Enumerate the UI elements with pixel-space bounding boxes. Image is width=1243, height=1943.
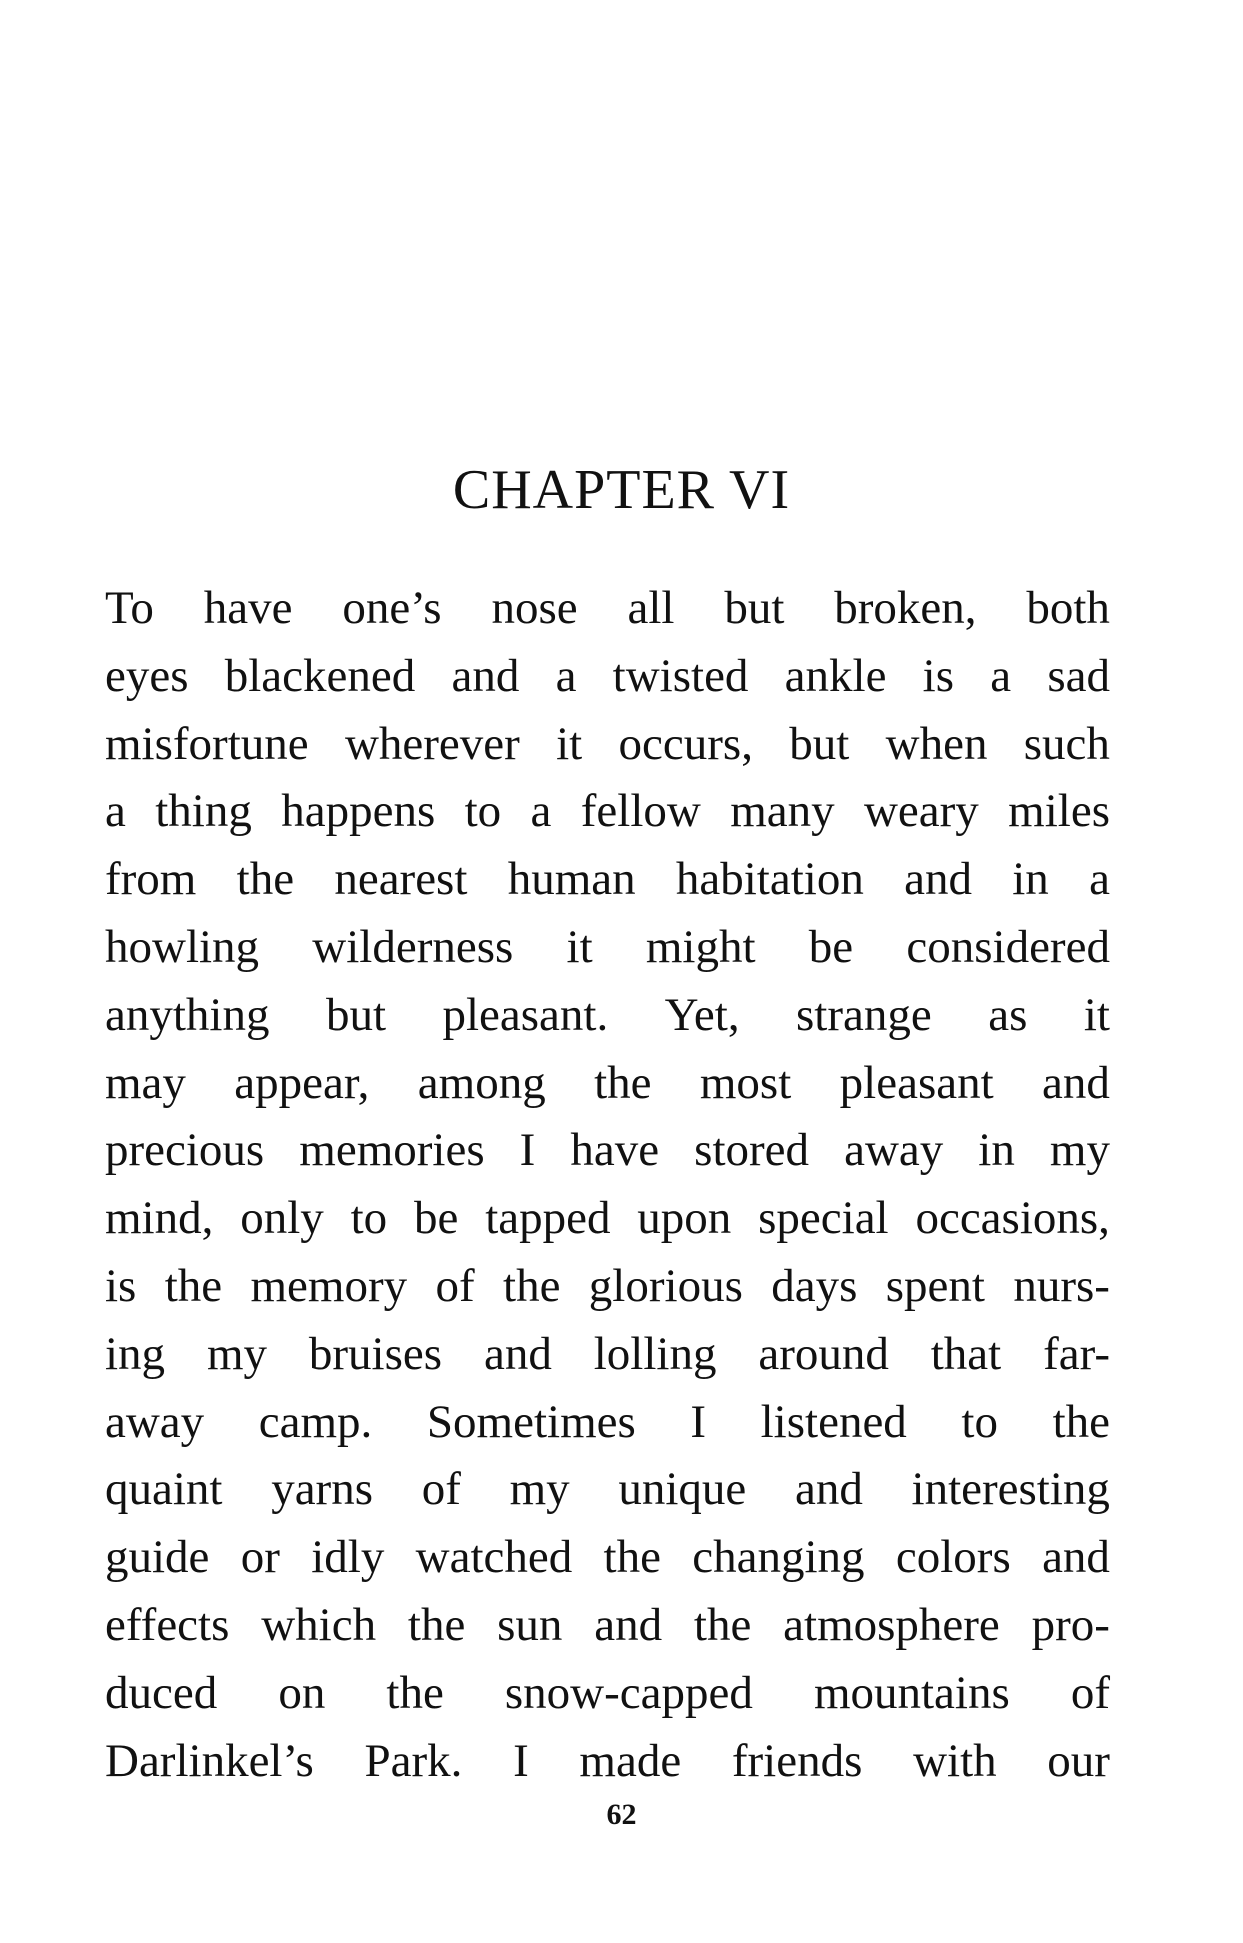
text-word: days	[771, 1259, 858, 1312]
text-word: and	[904, 853, 972, 906]
page-number: 62	[606, 1798, 637, 1831]
text-word: such	[1023, 717, 1110, 770]
text-word: memories	[299, 1124, 485, 1177]
text-word: duced	[105, 1666, 218, 1719]
text-word: on	[278, 1666, 326, 1719]
text-word: my	[206, 1327, 268, 1380]
text-word: To	[105, 582, 154, 634]
text-word: twisted	[612, 649, 749, 702]
text-line	[105, 1117, 1110, 1185]
text-word: a	[990, 649, 1012, 702]
text-line	[105, 1050, 1110, 1118]
text-word: habitation	[675, 853, 864, 906]
text-word: and	[483, 1327, 552, 1380]
text-word: and	[1042, 1531, 1110, 1584]
text-word: interesting	[911, 1463, 1110, 1516]
text-word: the	[594, 1056, 652, 1109]
text-word: the	[407, 1598, 466, 1651]
text-word: special	[758, 1192, 889, 1245]
text-word: mountains	[813, 1666, 1010, 1719]
text-word: unique	[618, 1463, 747, 1516]
text-word: sad	[1047, 649, 1110, 702]
text-word: that	[930, 1327, 1002, 1380]
text-word: both	[1026, 582, 1110, 634]
text-word: the	[1052, 1395, 1110, 1448]
text-word: the	[386, 1666, 444, 1719]
text-word: but	[789, 717, 850, 770]
text-word: nose	[491, 582, 578, 634]
text-word: from	[105, 853, 197, 906]
text-word: colors	[895, 1531, 1011, 1584]
text-word: of	[1070, 1666, 1110, 1719]
text-word: glorious	[588, 1259, 743, 1312]
text-word: tapped	[485, 1192, 611, 1245]
text-line	[105, 1321, 1110, 1389]
text-word: listened	[760, 1395, 907, 1448]
text-word: my	[1049, 1124, 1110, 1177]
body-text	[105, 575, 1110, 1795]
text-word: in	[1012, 853, 1049, 906]
text-word: weary	[863, 785, 979, 838]
text-word: to	[464, 785, 502, 838]
text-line	[105, 1660, 1110, 1728]
text-word: it	[1083, 988, 1110, 1041]
text-word: have	[570, 1124, 660, 1177]
text-line	[105, 1592, 1110, 1660]
text-word: might	[645, 920, 756, 973]
text-word: occasions,	[915, 1192, 1110, 1245]
text-word: in	[978, 1124, 1015, 1177]
text-word: Park.	[364, 1734, 463, 1787]
text-word: wilderness	[312, 920, 514, 973]
text-word: watched	[415, 1531, 573, 1584]
text-word: bruises	[308, 1327, 443, 1380]
text-word: and	[594, 1598, 663, 1651]
text-word: stored	[694, 1124, 810, 1177]
text-word: only	[240, 1192, 324, 1245]
text-word: and	[451, 649, 520, 702]
text-word: misfortune	[105, 717, 309, 770]
text-word: most	[699, 1056, 792, 1109]
text-word: the	[503, 1259, 561, 1312]
text-word: ing	[105, 1327, 166, 1380]
text-word: around	[758, 1327, 889, 1380]
text-word: among	[417, 1056, 546, 1109]
text-word: many	[730, 785, 835, 838]
text-word: away	[105, 1395, 205, 1448]
text-line	[105, 711, 1110, 779]
text-word: yarns	[271, 1463, 373, 1516]
text-word: but	[724, 582, 785, 634]
text-word: the	[693, 1598, 752, 1651]
text-word: Yet,	[664, 988, 740, 1041]
text-word: and	[1042, 1056, 1110, 1109]
text-word: happens	[281, 785, 436, 838]
text-word: effects	[105, 1598, 230, 1651]
text-word: strange	[796, 988, 932, 1041]
text-word: with	[913, 1734, 997, 1787]
text-word: friends	[731, 1734, 863, 1787]
text-word: occurs,	[618, 717, 753, 770]
text-word: pleasant	[839, 1056, 994, 1109]
text-word: our	[1047, 1734, 1110, 1787]
text-word: is	[922, 649, 955, 702]
text-word: of	[421, 1463, 461, 1516]
text-word: lolling	[593, 1327, 717, 1380]
text-line	[105, 1253, 1110, 1321]
text-word: idly	[311, 1531, 385, 1584]
text-word: it	[566, 920, 593, 973]
text-word: ankle	[784, 649, 887, 702]
text-line	[105, 846, 1110, 914]
text-word: the	[603, 1531, 661, 1584]
text-word: one’s	[342, 582, 442, 634]
text-word: may	[105, 1056, 186, 1109]
text-word: of	[435, 1259, 475, 1312]
text-line	[105, 914, 1110, 982]
text-line	[105, 1728, 1110, 1796]
text-word: Sometimes	[426, 1395, 636, 1448]
text-word: fellow	[580, 785, 701, 838]
text-word: is	[105, 1259, 137, 1312]
text-word: I	[519, 1124, 536, 1177]
text-word: or	[240, 1531, 280, 1584]
text-word: a	[1089, 853, 1110, 906]
text-word: but	[325, 988, 386, 1041]
text-word: changing	[692, 1531, 865, 1584]
text-word: which	[261, 1598, 377, 1651]
text-word: howling	[105, 920, 260, 973]
text-word: considered	[906, 920, 1110, 973]
text-word: as	[988, 988, 1028, 1041]
text-word: nearest	[334, 853, 468, 906]
text-word: upon	[637, 1192, 732, 1245]
text-word: memory	[250, 1259, 408, 1312]
text-word: camp.	[258, 1395, 373, 1448]
text-line	[105, 1456, 1110, 1524]
text-line	[105, 778, 1110, 846]
text-word: I	[690, 1395, 707, 1448]
text-word: to	[961, 1395, 998, 1448]
text-line	[105, 575, 1110, 643]
text-word: all	[627, 582, 675, 634]
text-word: be	[808, 920, 854, 973]
text-word: I	[513, 1734, 529, 1787]
text-word: Darlinkel’s	[105, 1734, 314, 1787]
text-word: guide	[105, 1531, 210, 1584]
text-word: pleasant.	[442, 988, 609, 1041]
text-word: when	[885, 717, 988, 770]
text-line	[105, 982, 1110, 1050]
text-word: nurs-	[1013, 1259, 1110, 1312]
text-word: miles	[1008, 785, 1110, 838]
text-word: a	[105, 785, 126, 838]
text-word: thing	[155, 785, 252, 838]
text-line	[105, 1185, 1110, 1253]
text-word: eyes	[105, 649, 189, 702]
text-word: sun	[497, 1598, 563, 1651]
text-word: blackened	[224, 649, 416, 702]
text-word: and	[794, 1463, 863, 1516]
text-word: broken,	[834, 582, 977, 634]
text-word: made	[579, 1734, 682, 1787]
text-word: appear,	[234, 1056, 370, 1109]
text-word: atmosphere	[783, 1598, 1000, 1651]
text-line	[105, 643, 1110, 711]
text-word: to	[350, 1192, 388, 1245]
text-word: human	[507, 853, 636, 906]
text-word: pro-	[1031, 1598, 1110, 1651]
text-word: have	[203, 582, 293, 634]
text-word: my	[509, 1463, 570, 1516]
text-word: the	[164, 1259, 223, 1312]
text-word: it	[556, 717, 583, 770]
text-line	[105, 1389, 1110, 1457]
chapter-heading: CHAPTER VI	[452, 459, 791, 521]
text-word: mind,	[105, 1192, 214, 1245]
text-word: the	[236, 853, 295, 906]
text-word: wherever	[344, 717, 520, 770]
text-word: snow-capped	[504, 1666, 753, 1719]
text-word: anything	[105, 988, 270, 1041]
text-word: far-	[1043, 1327, 1110, 1380]
text-word: spent	[885, 1259, 985, 1312]
text-word: quaint	[105, 1463, 223, 1516]
text-word: be	[413, 1192, 459, 1245]
text-word: a	[530, 785, 552, 838]
text-line	[105, 1524, 1110, 1592]
text-word: precious	[105, 1124, 265, 1177]
text-word: a	[555, 649, 577, 702]
text-word: away	[844, 1124, 944, 1177]
